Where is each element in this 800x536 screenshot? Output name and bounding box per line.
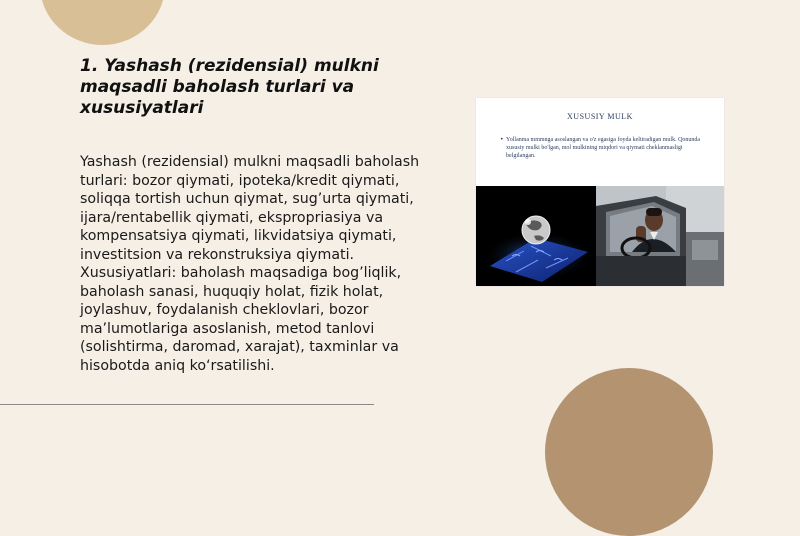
globe-puzzle-picture (476, 186, 596, 286)
illustration-image (476, 98, 724, 286)
image-slide-title: XUSUSIY MULK (567, 112, 633, 121)
image-bullet: • (500, 136, 504, 143)
decorative-circle-bottom (545, 368, 713, 536)
man-in-car-graphic (596, 186, 724, 286)
man-in-car-picture (596, 186, 724, 286)
image-slide-text: Yollanma mmmnga asoslangan va o'z egasiga foyda keltiradigan mulk. Qonunda xususiy mulki bo'lgan, mol mulkining miqdori va qiymati cheklanmasligi belgilangan. (506, 137, 701, 159)
globe-puzzle-graphic (476, 186, 596, 286)
slide-title: 1. Yashash (rezidensial) mulkni maqsadli baholash turlari va xususiyatlari (80, 56, 379, 118)
divider-line (0, 404, 374, 405)
slide-body-text: Yashash (rezidensial) mulkni maqsadli baholash turlari: bozor qiymati, ipoteka/kredit qiymati, soliqqa tortish uchun qiymat, sug’urta qiymati, ijara/rentabellik qiymati, ekspropriasiya va kompensatsiya qiymati, likvidatsiya qiymati, investitsion va rekonstruksiya qiymati. Xususiyatlari: baholash maqsadiga bog’liqlik, baholash sanasi, huquqiy holat, fizik holat, joylashuv, foydalanish cheklovlari, bozor ma’lumotlariga asoslanish, metod tanlovi (solishtirma, daromad, xarajat), taxminlar va hisobotda aniq ko‘rsatilishi. (80, 154, 420, 374)
decorative-circle-top (40, 0, 165, 45)
